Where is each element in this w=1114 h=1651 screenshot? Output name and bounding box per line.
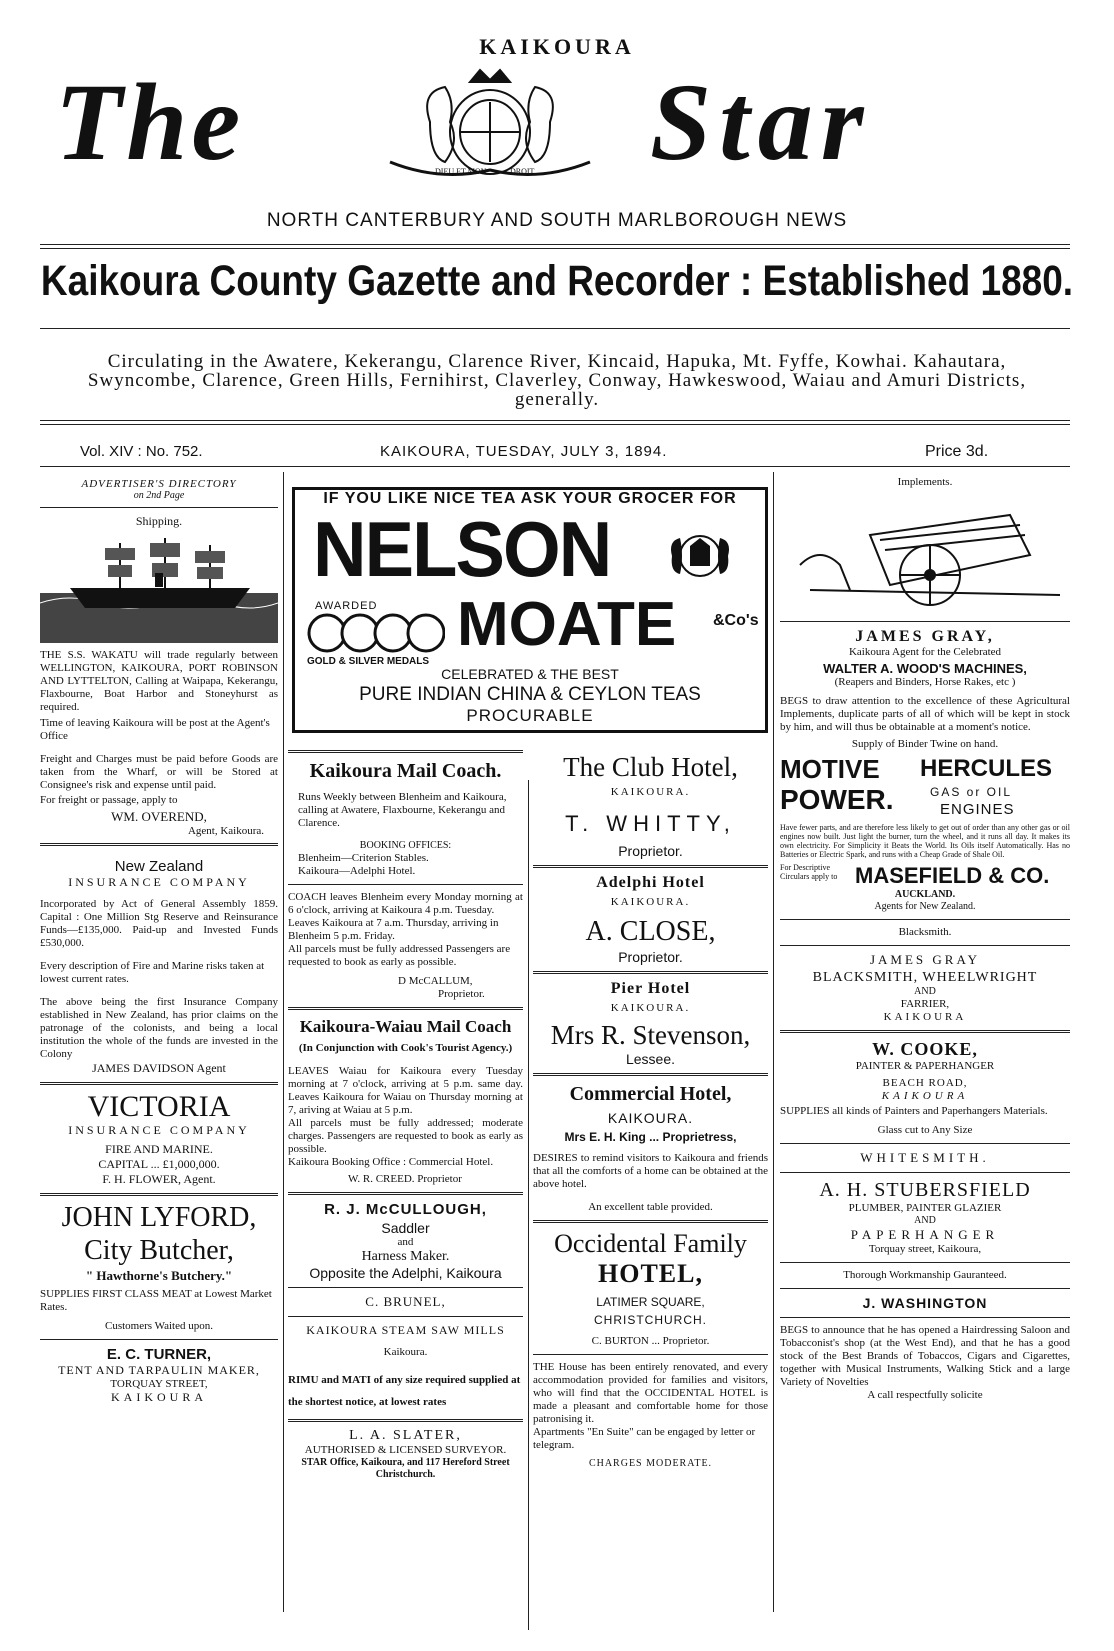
lyford-title: City Butcher,: [84, 1235, 234, 1266]
turner-town: KAIKOURA: [111, 1390, 207, 1404]
cooke-glass: Glass cut to Any Size: [877, 1124, 973, 1136]
mail-offices: BOOKING OFFICES:: [359, 840, 452, 851]
crest-motto-right: DROIT: [510, 167, 535, 176]
mail-sig-2: Proprietor.: [438, 988, 485, 1000]
pier-prop: Lessee.: [625, 1051, 676, 1067]
mail-text-4: All parcels must be fully addressed Passengers are requested to book as early as possible.: [288, 943, 511, 968]
comm-title: Commercial Hotel,: [569, 1083, 732, 1105]
occ-addr: LATIMER SQUARE,: [596, 1295, 705, 1309]
column-2: [288, 750, 523, 1481]
turner-name: E. C. TURNER,: [106, 1346, 212, 1363]
brunel-town: Kaikoura.: [383, 1346, 428, 1358]
ship-agent-2: Agent, Kaikoura.: [187, 825, 264, 837]
adelphi-prop: Proprietor.: [618, 949, 683, 965]
ship-agent: WM. OVEREND,: [111, 809, 207, 824]
waiau-sub: (In Conjunction with Cook's Tourist Agency.): [298, 1042, 513, 1054]
lyford-text: SUPPLIES FIRST CLASS MEAT at Lowest Market Rates.: [40, 1288, 272, 1313]
mail-sig-1: D McCALLUM,: [398, 975, 473, 987]
gray-agent: Kaikoura Agent for the Celebrated: [848, 646, 1002, 658]
waiau-sig: W. R. CREED. Proprietor: [348, 1173, 462, 1185]
stub-and: AND: [914, 1215, 936, 1226]
nz-text-2: Every description of Fire and Marine risks taken at lowest current rates.: [40, 960, 265, 985]
victoria-line-2: CAPITAL ... £1,000,000.: [98, 1157, 220, 1171]
tea-brand-1: NELSON: [313, 505, 611, 593]
nz-agent: JAMES DAVIDSON Agent: [92, 1061, 226, 1075]
club-prop: Proprietor.: [618, 843, 683, 859]
waiau-text-2: All parcels must be fully addressed; moderate charges. Passengers are requested to book as early as possible.: [288, 1117, 523, 1155]
waiau-title: Kaikoura-Waiau Mail Coach: [299, 1017, 512, 1036]
directory-sub: on 2nd Page: [133, 490, 185, 501]
circulation-text: Circulating in the Awatere, Kekerangu, Clarence River, Kincaid, Hapuka, Mt. Fyffe, Kowhai. Kahautara, Swyncombe, Clarence, Green Hills, Fernihirst, Claverley, Conway, Hawkeswood, Waiau and Amuri Districts, generally.: [87, 351, 1027, 410]
mail-text-3: Leaves Kaikoura at 7 a.m. Thursday, arriving in Blenheim 5 p.m. Friday.: [288, 917, 499, 942]
nz-text-3: The above being the first Insurance Company established in New Zealand, has prior claims on the patronage of the colonists, and being a local institution the whole of the funds are invested in the Colony: [40, 996, 278, 1060]
engines: ENGINES: [940, 801, 1015, 818]
gray-name: JAMES GRAY,: [855, 628, 995, 645]
ship-illustration-icon: [40, 533, 278, 643]
ship-text-4: For freight or passage, apply to: [40, 794, 178, 806]
mail-office-1: Blenheim—Criterion Stables.: [298, 852, 429, 864]
top-title: KAIKOURA: [479, 34, 635, 59]
brunel-text: RIMU and MATI of any size required supplied at the shortest notice, at lowest rates: [288, 1374, 521, 1408]
column-3: [533, 752, 768, 1470]
ship-text-1: THE S.S. WAKATU will trade regularly between WELLINGTON, KAIKOURA, PORT ROBINSON AND LYTTELTON, Calling at Waipapa, Kekerangu, Flaxbourne, Boat Harbor and Stoneyhurst as required.: [40, 649, 278, 713]
victoria-line-1: FIRE AND MARINE.: [105, 1142, 213, 1156]
brunel-name: C. BRUNEL,: [365, 1294, 446, 1309]
agents-nz: Agents for New Zealand.: [874, 901, 976, 912]
tea-brand-2: MOATE: [457, 590, 677, 659]
gas-oil: GAS or OIL: [930, 785, 1013, 799]
victoria-agent: F. H. FLOWER, Agent.: [102, 1172, 216, 1186]
bs-name: JAMES GRAY: [869, 952, 981, 967]
medals-icon: [305, 612, 445, 654]
waiau-text-3: Kaikoura Booking Office : Commercial Hotel.: [288, 1156, 494, 1168]
mail-text-1: Runs Weekly between Blenheim and Kaikoura, calling at Awatere, Flaxbourne, Kekerangu and Clarence.: [298, 791, 507, 829]
gray-twine: Supply of Binder Twine on hand.: [851, 738, 999, 750]
mail-office-2: Kaikoura—Adelphi Hotel.: [298, 865, 416, 877]
impl-header: Implements.: [897, 476, 953, 488]
occ-title-1: Occidental Family: [554, 1229, 747, 1258]
adelphi-owner: A. CLOSE,: [585, 916, 716, 947]
nz-text-1: Incorporated by Act of General Assembly 1859. Capital : One Million Stg Reserve and Reinsurance Funds—£135,000. Paid-up and Invested Funds £530,000.: [40, 898, 278, 949]
motive-1: MOTIVE: [780, 754, 880, 784]
slater-text: AUTHORISED & LICENSED SURVEYOR.: [304, 1444, 507, 1456]
nz-sub: INSURANCE COMPANY: [68, 875, 250, 889]
wash-text: BEGS to announce that he has opened a Hairdressing Saloon and Tobacconist's shop (at the West End), and that he has a good stock of the Best Brands of Tobaccos, Cigars and Cigarettes, together with Musical Instruments, Walking Stick and a large Variety of Novelties: [780, 1324, 1070, 1388]
occ-city: CHRISTCHURCH.: [594, 1313, 707, 1327]
occ-text-1: THE House has been entirely renovated, and every accommodation provided for families and visitors, who will find that the OCCIDENTAL HOTEL is made a pleasant and comfortable home for those patronising it.: [533, 1361, 768, 1425]
gazette-line: Kaikoura County Gazette and Recorder : Established 1880.: [40, 256, 1074, 304]
bs-and: AND: [914, 986, 936, 997]
masefield: MASEFIELD & CO.: [855, 863, 1050, 888]
victoria-title: VICTORIA: [87, 1090, 231, 1123]
cooke-text: SUPPLIES all kinds of Painters and Paperhangers Materials.: [780, 1105, 1048, 1117]
tea-advertisement: [292, 487, 768, 733]
herc-text: Have fewer parts, and are therefore less likely to get out of order than any other gas or oil engines now built. Just light the burner, turn the wheel, and it runs all day. It makes its own electricity. For Simplicity it Beats the World. Its Oils itself Automatically. Has no Batteries or Electric Spark, and runs with a Cheap Grade of Shale Oil.: [780, 823, 1070, 859]
directory-title: ADVERTISER'S DIRECTORY: [81, 478, 237, 490]
stub-guarantee: Thorough Workmanship Gauranteed.: [843, 1269, 1007, 1281]
bs-trade: BLACKSMITH, WHEELWRIGHT: [812, 970, 1038, 985]
ship-text-2: Time of leaving Kaikoura will be post at the Agent's Office: [40, 717, 270, 742]
lyford-name: JOHN LYFORD,: [61, 1202, 257, 1233]
wash-call: A call respectfully solicite: [867, 1389, 983, 1401]
gray-machines: WALTER A. WOOD'S MACHINES,: [823, 661, 1027, 676]
mcc-trade-1: Saddler: [381, 1220, 430, 1236]
club-owner: T. WHITTY,: [565, 811, 736, 836]
brunel-mill: KAIKOURA STEAM SAW MILLS: [306, 1323, 505, 1337]
cooke-trade: PAINTER & PAPERHANGER: [855, 1060, 995, 1072]
mcc-loc: Opposite the Adelphi, Kaikoura: [309, 1265, 502, 1281]
comm-owner: Mrs E. H. King ... Proprietress,: [564, 1130, 737, 1144]
club-title: The Club Hotel,: [563, 752, 738, 782]
stub-trade: PLUMBER, PAINTER GLAZIER: [848, 1202, 1002, 1214]
issue-dateline: KAIKOURA, TUESDAY, JULY 3, 1894.: [380, 443, 668, 460]
cooke-town: KAIKOURA: [881, 1090, 969, 1102]
waiau-text-1: LEAVES Waiau for Kaikoura every Tuesday morning at 7 o'clock, arriving at 5 p.m. same day. Leaves Kaikoura for Waiau on Thursday morning at 7, ariving at Waiau at 5 p.m.: [288, 1065, 523, 1116]
stub-street: Torquay street, Kaikoura,: [868, 1243, 982, 1255]
adelphi-town: KAIKOURA.: [610, 896, 691, 908]
blacksmith-header: Blacksmith.: [898, 926, 952, 938]
mcc-trade-2: Harness Maker.: [361, 1249, 450, 1264]
mcc-and: and: [397, 1236, 414, 1248]
cooke-road: BEACH ROAD,: [882, 1077, 968, 1089]
gray-types: (Reapers and Binders, Horse Rakes, etc ): [834, 676, 1016, 688]
mail-title: Kaikoura Mail Coach.: [309, 760, 502, 782]
tea-procurable: PROCURABLE: [466, 706, 594, 725]
bs-farrier: FARRIER,: [900, 998, 950, 1010]
ship-text-3: Freight and Charges must be paid before Goods are taken from the Wharf, or will be Stored at Consignee's risk and expense until paid.: [40, 753, 278, 791]
crest-motto-left: DIEU ET MON: [435, 167, 487, 176]
crest-icon: [360, 62, 620, 182]
turner-street: TORQUAY STREET,: [110, 1378, 208, 1390]
masthead-title-left: The: [55, 61, 245, 183]
issue-price: Price 3d.: [925, 443, 989, 460]
turner-text: TENT AND TARPAULIN MAKER,: [58, 1363, 260, 1377]
tea-seal-icon: [650, 516, 750, 596]
comm-town: KAIKOURA.: [607, 1110, 694, 1126]
herc-apply: For Descriptive Circulars apply to: [780, 863, 838, 881]
lyford-shop: " Hawthorne's Butchery.": [85, 1268, 233, 1283]
cooke-name: W. COOKE,: [872, 1039, 978, 1059]
column-4: [780, 476, 1070, 1402]
column-1: [40, 478, 278, 1405]
tea-co: &Co's: [713, 612, 759, 629]
pier-owner: Mrs R. Stevenson,: [550, 1020, 751, 1050]
comm-table: An excellent table provided.: [588, 1201, 713, 1213]
adelphi-title: Adelphi Hotel: [596, 874, 705, 891]
occ-charges: CHARGES MODERATE.: [588, 1458, 713, 1469]
mail-text-2: COACH leaves Blenheim every Monday morning at 6 o'clock, arriving at Kaikoura 4 p.m. Tuesday.: [288, 891, 523, 916]
slater-name: L. A. SLATER,: [349, 1428, 462, 1443]
wash-name: J. WASHINGTON: [862, 1295, 988, 1311]
victoria-sub: INSURANCE COMPANY: [68, 1123, 250, 1137]
auckland: AUCKLAND.: [894, 889, 956, 900]
reaper-illustration-icon: [780, 495, 1070, 615]
stub-paper: PAPERHANGER: [850, 1227, 1000, 1242]
tea-pure: PURE INDIAN CHINA & CEYLON TEAS: [359, 684, 701, 705]
occ-title-2: HOTEL,: [598, 1259, 703, 1288]
occ-owner: C. BURTON ... Proprietor.: [591, 1335, 710, 1347]
tea-medals: GOLD & SILVER MEDALS: [307, 656, 430, 667]
tea-awarded: AWARDED: [315, 600, 378, 612]
motive-2: POWER.: [780, 784, 894, 815]
stub-name: A. H. STUBERSFIELD: [819, 1179, 1031, 1201]
hercules: HERCULES: [920, 755, 1053, 782]
mcc-name: R. J. McCULLOUGH,: [324, 1201, 487, 1218]
masthead-title-right: Star: [650, 61, 872, 183]
club-town: KAIKOURA.: [610, 786, 691, 798]
gray-text: BEGS to draw attention to the excellence of these Agricultural Implements, duplicate parts of all of which will be kept in stock by him, and will thus be obtainable at a moment's notice.: [780, 695, 1070, 733]
lyford-waited: Customers Waited upon.: [105, 1320, 213, 1332]
pier-town: KAIKOURA.: [610, 1002, 691, 1014]
shipping-header: Shipping.: [135, 514, 183, 528]
issue-volume: Vol. XIV : No. 752.: [80, 443, 203, 460]
nz-title: New Zealand: [114, 858, 204, 875]
pier-title: Pier Hotel: [610, 980, 691, 997]
tea-celebrated: CELEBRATED & THE BEST: [441, 666, 619, 682]
comm-text: DESIRES to remind visitors to Kaikoura and friends that all the comforts of a home can be obtained at the above hotel.: [533, 1152, 768, 1190]
tea-top: IF YOU LIKE NICE TEA ASK YOUR GROCER FOR: [323, 490, 737, 507]
whitesmith: WHITESMITH.: [860, 1150, 990, 1165]
bs-town: KAIKOURA: [883, 1011, 967, 1023]
masthead-subtitle: NORTH CANTERBURY AND SOUTH MARLBOROUGH NEWS: [266, 210, 848, 231]
slater-office: STAR Office, Kaikoura, and 117 Hereford Street Christchurch.: [301, 1457, 510, 1480]
occ-text-2: Apartments "En Suite" can be engaged by letter or telegram.: [533, 1426, 756, 1451]
